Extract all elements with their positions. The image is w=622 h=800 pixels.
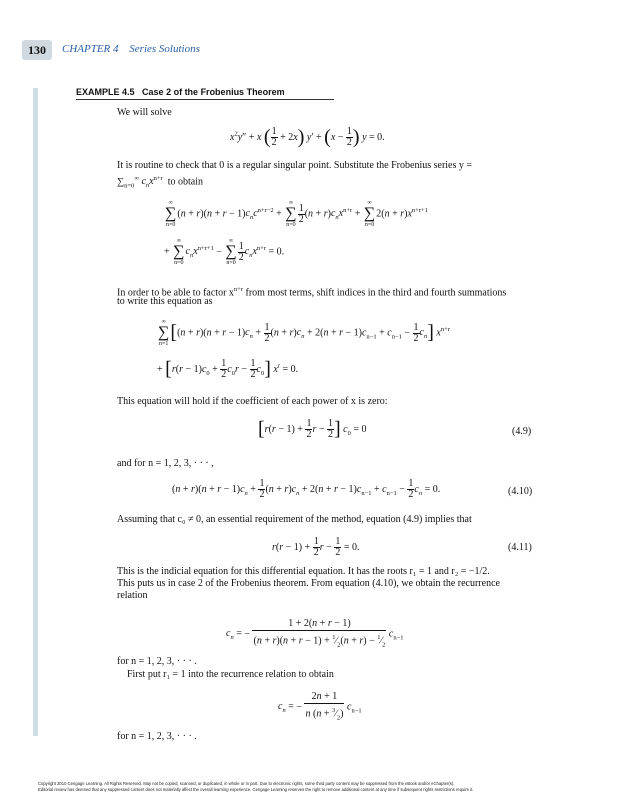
paragraph: Assuming that c₀ ≠ 0, an essential requirement of the method, equation (4.9) implies that xyxy=(117,514,472,525)
paragraph: It is routine to check that 0 is a regular singular point. Substitute the Frobenius series y = xyxy=(117,160,473,171)
equation-4-9: [r(r − 1) + $\frac{1}{2}$ r − $\frac{1}{2}$ ] $c_0 = 0$ xyxy=(258,418,367,440)
example-title: Case 2 of the Frobenius Theorem xyxy=(142,87,285,97)
paragraph: This equation will hold if the coefficient of each power of x is zero: xyxy=(117,396,388,407)
paragraph: and for n = 1, 2, 3, · · · , xyxy=(117,458,214,469)
footer-line: Editorial review has deemed that any suppressed content does not materially affect the overall learning experience. Cengage Learning reserves the right to remove additional content at any time if subsequent rights restrictions require it. xyxy=(38,787,474,792)
copyright-footer xyxy=(38,781,598,793)
running-head xyxy=(62,43,208,55)
paragraph-text: to obtain xyxy=(167,176,203,188)
paragraph-indicial xyxy=(117,566,547,602)
paragraph: We will solve xyxy=(117,107,172,118)
example-heading xyxy=(76,87,285,97)
sidebar-rule xyxy=(33,88,38,736)
paragraph-line: This is the indicial equation for this differential equation. It has the roots r₁ = 1 and r₂ = −1/2. xyxy=(117,566,490,577)
paragraph: for n = 1, 2, 3, · · · . xyxy=(117,731,197,742)
paragraph-line: This puts us in case 2 of the Frobenius theorem. From equation (4.10), we obtain the recurrence xyxy=(117,578,500,589)
equation-recurrence-r1: $c_n$ = − $\frac{2n + 1}{n (n + ^3⁄_2)}$ $c_{n-1}$ xyxy=(278,691,362,722)
equation-4-10: $(n + r)(n + r - 1)c_n$ + $\frac{1}{2}$ $(n + r)c_n + 2(n + r - 1)c_{n-1} + c_{n-1}$ − $\frac{1}{2}$ $c_n = 0$. xyxy=(172,478,441,500)
paragraph-text: from most terms, shift indices in the third and fourth summations xyxy=(245,287,507,299)
equation-recurrence: $c_n$ = − $\frac{1 + 2(n + r - 1)}{(n + r)(n + r - 1) + ^1⁄_2(n + r) - ^1⁄_2}$ $c_{n-1}$ xyxy=(226,618,404,649)
chapter-label: CHAPTER 4 xyxy=(62,43,119,55)
equation-ode: $x^2y'' + x$ ( $\frac{1}{2}$ + 2x) y′ + (x − $\frac{1}{2}$ ) y = 0. xyxy=(230,126,385,148)
paragraph-text: In order to be able to factor x xyxy=(117,287,234,299)
paragraph-series: $\sum_{n=0}^\infty$ $c_nx^{n+r}$ to obtain xyxy=(117,175,203,190)
equation-shifted-1: ∞ ∑ n=1 [$(n + r)(n + r - 1)c_n$ + $\frac{1}{2}$ $(n + r)c_n + 2(n + r - 1)c_{n-1} + c_{n-1}$ − $\frac{1}{2}$ $c_n$] $x^{n+r}$ xyxy=(158,319,450,347)
paragraph-line: relation xyxy=(117,590,148,601)
equation-number: (4.9) xyxy=(512,426,532,437)
equation-number: (4.10) xyxy=(508,486,533,497)
paragraph-factor: In order to be able to factor $x^{n+r}$ from most terms, shift indices in the third and fourth summations xyxy=(117,286,507,299)
paragraph: for n = 1, 2, 3, · · · . xyxy=(117,656,197,667)
paragraph: to write this equation as xyxy=(117,296,213,307)
equation-number: (4.11) xyxy=(508,542,532,553)
equation-shifted-2: + [$r(r - 1)c_0$ + $\frac{1}{2}$ $c_0r$ − $\frac{1}{2}$ $c_0$] $x^r = 0$. xyxy=(157,358,299,380)
paragraph: First put r₁ = 1 into the recurrence relation to obtain xyxy=(127,669,334,680)
equation-substituted-1: ∞ ∑ n=0 $(n + r)(n + r - 1)c_nc^{n+r-2}$ + ∞ ∑ n=0 $\frac{1}{2}$ $(n + r)c_nx^{n+r}$ + ∞ ∑ n=0 $2(n + r)x^{n+r+1}$ xyxy=(165,200,428,228)
page-number: 130 xyxy=(22,40,52,60)
chapter-title: Series Solutions xyxy=(129,43,200,55)
footer-line: Copyright 2010 Cengage Learning. All Rights Reserved. May not be copied, scanned, or duplicated, in whole or in part. Due to electronic rights, some third party content may be suppressed from the eBook and/or eChapter(s). xyxy=(38,781,455,786)
example-rule xyxy=(76,99,334,100)
equation-4-11: r(r − 1) + $\frac{1}{2}$ r − $\frac{1}{2}$ = 0. xyxy=(272,536,360,558)
example-label: EXAMPLE 4.5 xyxy=(76,87,135,97)
equation-substituted-2: + ∞ ∑ n=0 $c_nx^{n+r+1}$ − ∞ ∑ n=0 $\frac{1}{2}$ $c_nx^{n+r} = 0$. xyxy=(164,238,285,266)
